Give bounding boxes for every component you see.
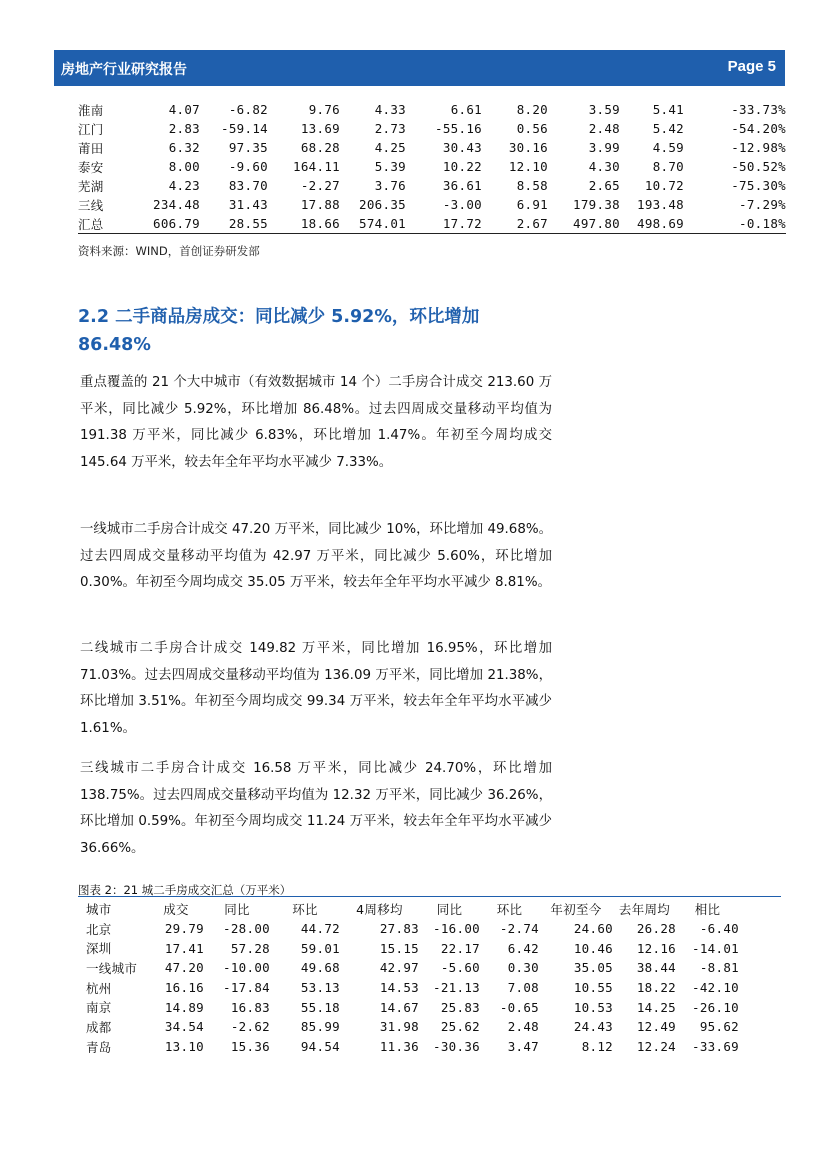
value-cell: -30.36 [433, 1039, 480, 1055]
value-cell: 17.72 [442, 216, 482, 231]
value-cell: 14.25 [636, 999, 676, 1015]
value-cell: 34.54 [164, 1019, 204, 1035]
value-cell: 13.10 [164, 1039, 204, 1055]
city-name-cell: 江门 [78, 121, 104, 137]
city-name-cell: 芜湖 [78, 178, 104, 194]
value-cell: 5.42 [652, 121, 684, 136]
value-cell: 3.59 [588, 102, 620, 117]
city-name-cell: 三线 [78, 197, 104, 213]
column-header: 年初至今 [550, 901, 602, 917]
value-cell: 4.33 [374, 102, 406, 117]
table-row [86, 938, 739, 958]
value-cell: 164.11 [293, 159, 340, 174]
value-cell: 4.25 [374, 140, 406, 155]
value-cell: 25.83 [440, 999, 480, 1015]
value-cell: 8.58 [516, 178, 548, 193]
value-cell: 14.53 [379, 980, 419, 996]
paragraph-tier1: 一线城市二手房合计成交 47.20 万平米，同比减少 10%，环比增加 49.68%。过去四周成交量移动平均值为 42.97 万平米，同比减少 5.60%，环比增加 0.30%。年初至今周均成交 35.05 万平米，较去年全年平均水平减少 8.81%。 [80, 522, 552, 590]
value-cell: 30.16 [508, 140, 548, 155]
data-source-note: 资料来源：WIND，首创证券研发部 [78, 244, 260, 258]
value-cell: 10.55 [573, 980, 613, 996]
city-name-cell: 深圳 [86, 941, 112, 957]
value-cell: 85.99 [300, 1019, 340, 1035]
value-cell: 0.56 [516, 121, 548, 136]
value-cell: 2.73 [374, 121, 406, 136]
column-header: 去年周均 [618, 901, 671, 917]
table-row [86, 919, 739, 939]
value-cell: 25.62 [440, 1019, 480, 1035]
column-header: 环比 [292, 901, 318, 917]
value-cell: -50.52% [731, 159, 786, 174]
value-cell: 30.43 [442, 140, 482, 155]
page-number: Page 5 [727, 58, 776, 75]
city-name-cell: 泰安 [78, 159, 104, 175]
value-cell: 2.48 [507, 1019, 539, 1035]
table-row [78, 100, 786, 119]
value-cell: 4.07 [168, 102, 200, 117]
value-cell: 95.62 [699, 1019, 739, 1035]
value-cell: 10.72 [644, 178, 684, 193]
value-cell: 42.97 [379, 960, 419, 976]
value-cell: -42.10 [692, 980, 739, 996]
value-cell: 59.01 [300, 940, 340, 956]
value-cell: -33.73% [731, 102, 786, 117]
value-cell: 3.76 [374, 178, 406, 193]
column-header: 同比 [436, 901, 463, 917]
second-hand-summary-table [86, 899, 739, 1057]
paragraph-tier3: 三线城市二手房合计成交 16.58 万平米，同比减少 24.70%，环比增加 138.75%。过去四周成交量移动平均值为 12.32 万平米，同比减少 36.26%，环比增加 0.59%。年初至今周均成交 11.24 万平米，较去年全年平均水平减少 36.66%。 [80, 761, 552, 856]
value-cell: 2.67 [516, 216, 548, 231]
value-cell: 10.22 [442, 159, 482, 174]
value-cell: 4.30 [588, 159, 620, 174]
value-cell: 36.61 [442, 178, 482, 193]
value-cell: 193.48 [637, 197, 684, 212]
value-cell: 574.01 [359, 216, 406, 231]
table-row [78, 195, 786, 214]
value-cell: -75.30% [731, 178, 786, 193]
column-header: 城市 [86, 901, 112, 917]
value-cell: 53.13 [300, 980, 340, 996]
value-cell: -8.81 [699, 960, 739, 976]
column-header: 同比 [224, 901, 250, 917]
value-cell: 57.28 [230, 940, 270, 956]
value-cell: -26.10 [692, 999, 739, 1015]
table-row [78, 138, 786, 157]
value-cell: 14.67 [379, 999, 419, 1015]
value-cell: 497.80 [573, 216, 620, 231]
value-cell: 68.28 [300, 140, 340, 155]
value-cell: 28.55 [228, 216, 268, 231]
value-cell: 8.00 [168, 159, 200, 174]
value-cell: 31.98 [379, 1019, 419, 1035]
column-header: 成交 [163, 901, 189, 917]
city-name-cell: 杭州 [86, 980, 112, 996]
value-cell: 6.42 [507, 940, 539, 956]
value-cell: 13.69 [300, 121, 340, 136]
city-name-cell: 成都 [86, 1019, 112, 1035]
value-cell: 35.05 [573, 960, 613, 976]
city-name-cell: 北京 [86, 921, 112, 937]
value-cell: 15.36 [230, 1039, 270, 1055]
table-row [78, 214, 786, 234]
value-cell: 26.28 [636, 921, 676, 937]
table-row [86, 1037, 739, 1057]
value-cell: -59.14 [221, 121, 268, 136]
value-cell: 10.53 [573, 999, 613, 1015]
value-cell: 18.66 [300, 216, 340, 231]
value-cell: 31.43 [228, 197, 268, 212]
value-cell: 4.23 [168, 178, 200, 193]
value-cell: 47.20 [164, 960, 204, 976]
value-cell: -21.13 [433, 980, 480, 996]
city-new-home-table-continued [78, 100, 786, 234]
city-name-cell: 汇总 [78, 216, 104, 232]
value-cell: 4.59 [652, 140, 684, 155]
value-cell: -16.00 [433, 921, 480, 937]
value-cell: -33.69 [692, 1039, 739, 1055]
table-header-row [86, 899, 739, 919]
value-cell: -9.60 [228, 159, 268, 174]
value-cell: 5.41 [652, 102, 684, 117]
value-cell: 8.12 [581, 1039, 613, 1055]
value-cell: 12.16 [636, 940, 676, 956]
value-cell: 15.15 [379, 940, 419, 956]
city-name-cell: 南京 [86, 1000, 112, 1016]
value-cell: -17.84 [223, 980, 270, 996]
value-cell: 27.83 [379, 921, 419, 937]
value-cell: 17.88 [300, 197, 340, 212]
value-cell: -14.01 [692, 940, 739, 956]
value-cell: -55.16 [435, 121, 482, 136]
table-row [86, 997, 739, 1017]
value-cell: 0.30 [507, 960, 539, 976]
value-cell: 6.61 [450, 102, 482, 117]
column-header: 4周移均 [356, 901, 403, 917]
value-cell: 3.99 [588, 140, 620, 155]
value-cell: 18.22 [636, 980, 676, 996]
table-row [78, 176, 786, 195]
paragraph-tier2: 二线城市二手房合计成交 149.82 万平米，同比增加 16.95%，环比增加 71.03%。过去四周成交量移动平均值为 136.09 万平米，同比增加 21.38%，环比增加 3.51%。年初至今周均成交 99.34 万平米，较去年全年平均水平减少 1.61%。 [80, 641, 552, 736]
report-title: 房地产行业研究报告 [61, 62, 187, 78]
table-row [86, 958, 739, 978]
value-cell: 49.68 [300, 960, 340, 976]
value-cell: 606.79 [153, 216, 200, 231]
value-cell: -5.60 [440, 960, 480, 976]
value-cell: 24.60 [573, 921, 613, 937]
value-cell: 97.35 [228, 140, 268, 155]
value-cell: 24.43 [573, 1019, 613, 1035]
value-cell: -54.20% [731, 121, 786, 136]
value-cell: -2.74 [499, 921, 539, 937]
value-cell: 206.35 [359, 197, 406, 212]
value-cell: 10.46 [573, 940, 613, 956]
value-cell: 14.89 [164, 999, 204, 1015]
table-row [86, 1017, 739, 1037]
value-cell: 29.79 [164, 921, 204, 937]
value-cell: 12.24 [636, 1039, 676, 1055]
value-cell: 16.16 [164, 980, 204, 996]
value-cell: 8.20 [516, 102, 548, 117]
value-cell: 6.91 [516, 197, 548, 212]
column-header: 环比 [496, 901, 523, 917]
value-cell: -6.82 [228, 102, 268, 117]
value-cell: 498.69 [637, 216, 684, 231]
value-cell: 11.36 [379, 1039, 419, 1055]
value-cell: 179.38 [573, 197, 620, 212]
table-row [78, 119, 786, 138]
value-cell: 5.39 [374, 159, 406, 174]
value-cell: 83.70 [228, 178, 268, 193]
value-cell: -0.18% [739, 216, 786, 231]
value-cell: 17.41 [164, 940, 204, 956]
city-name-cell: 莆田 [78, 140, 104, 156]
value-cell: 44.72 [300, 921, 340, 937]
value-cell: 2.83 [168, 121, 200, 136]
value-cell: 16.83 [230, 999, 270, 1015]
value-cell: 234.48 [153, 197, 200, 212]
value-cell: -3.00 [442, 197, 482, 212]
value-cell: -10.00 [223, 960, 270, 976]
value-cell: 38.44 [636, 960, 676, 976]
figure-caption-bar [78, 879, 781, 897]
value-cell: 3.47 [507, 1039, 539, 1055]
paragraph-summary: 重点覆盖的 21 个大中城市（有效数据城市 14 个）二手房合计成交 213.60 万平米，同比减少 5.92%，环比增加 86.48%。过去四周成交量移动平均值为 191.38 万平米，同比减少 6.83%，环比增加 1.47%。年初至今周均成交 145.64 万平米，较去年全年平均水平减少 7.33%。 [80, 375, 552, 470]
table-row [78, 157, 786, 176]
value-cell: 2.48 [588, 121, 620, 136]
city-name-cell: 一线城市 [86, 960, 138, 976]
value-cell: -0.65 [499, 999, 539, 1015]
value-cell: 12.10 [508, 159, 548, 174]
column-header: 相比 [694, 901, 721, 917]
value-cell: 7.08 [507, 980, 539, 996]
value-cell: 12.49 [636, 1019, 676, 1035]
value-cell: -2.27 [300, 178, 340, 193]
value-cell: 94.54 [300, 1039, 340, 1055]
page-header [54, 50, 785, 86]
section-heading: 2.2 二手商品房成交：同比减少 5.92%，环比增加 86.48% [78, 307, 480, 355]
value-cell: 55.18 [300, 999, 340, 1015]
value-cell: 8.70 [652, 159, 684, 174]
figure-caption: 图表 2：21 城二手房成交汇总（万平米） [78, 883, 292, 897]
value-cell: 9.76 [308, 102, 340, 117]
value-cell: -28.00 [223, 921, 270, 937]
value-cell: 6.32 [168, 140, 200, 155]
value-cell: -12.98% [731, 140, 786, 155]
value-cell: -6.40 [699, 921, 739, 937]
table-row [86, 978, 739, 998]
city-name-cell: 淮南 [78, 102, 104, 118]
value-cell: -2.62 [230, 1019, 270, 1035]
value-cell: 22.17 [440, 940, 480, 956]
value-cell: 2.65 [588, 178, 620, 193]
value-cell: -7.29% [739, 197, 786, 212]
city-name-cell: 青岛 [86, 1039, 112, 1055]
